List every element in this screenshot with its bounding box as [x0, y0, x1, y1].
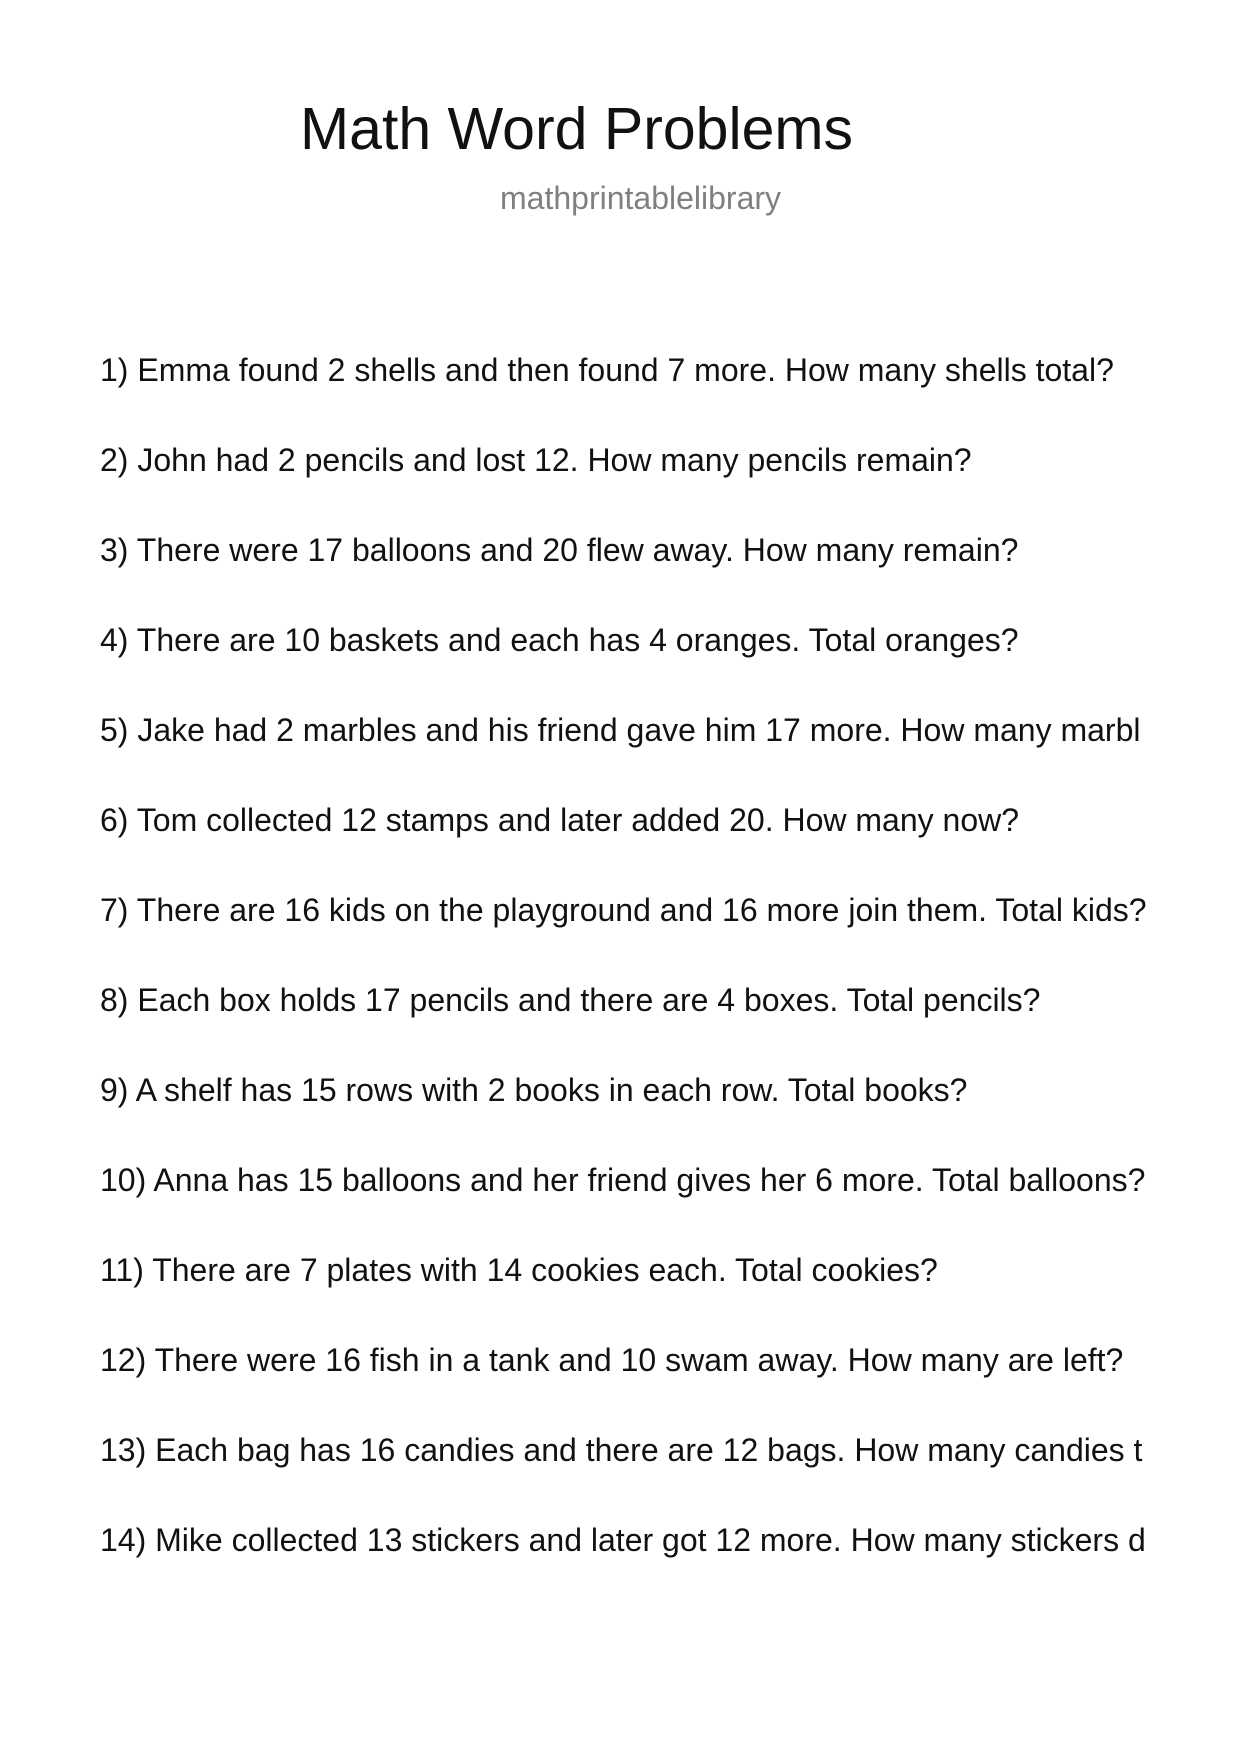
problem-item: 2) John had 2 pencils and lost 12. How many pencils remain?: [100, 442, 972, 478]
page-title: Math Word Problems: [300, 96, 854, 162]
page-subtitle: mathprintablelibrary: [500, 180, 782, 216]
problem-item: 11) There are 7 plates with 14 cookies each. Total cookies?: [100, 1252, 938, 1288]
problem-item: 6) Tom collected 12 stamps and later added 20. How many now?: [100, 802, 1020, 838]
problem-list: [100, 344, 1240, 1604]
problem-item: 7) There are 16 kids on the playground and 16 more join them. Total kids?: [100, 892, 1147, 928]
problem-item: 14) Mike collected 13 stickers and later got 12 more. How many stickers d: [100, 1522, 1146, 1558]
problem-item: 3) There were 17 balloons and 20 flew away. How many remain?: [100, 532, 1019, 568]
problem-item: 4) There are 10 baskets and each has 4 oranges. Total oranges?: [100, 622, 1019, 658]
problem-item: 12) There were 16 fish in a tank and 10 swam away. How many are left?: [100, 1342, 1124, 1378]
problem-item: 13) Each bag has 16 candies and there are 12 bags. How many candies t: [100, 1432, 1143, 1468]
problem-item: 5) Jake had 2 marbles and his friend gave him 17 more. How many marbl: [100, 712, 1141, 748]
problem-item: 9) A shelf has 15 rows with 2 books in each row. Total books?: [100, 1072, 968, 1108]
problem-item: 1) Emma found 2 shells and then found 7 more. How many shells total?: [100, 352, 1114, 388]
problem-item: 8) Each box holds 17 pencils and there are 4 boxes. Total pencils?: [100, 982, 1041, 1018]
problem-item: 10) Anna has 15 balloons and her friend gives her 6 more. Total balloons?: [100, 1162, 1146, 1198]
